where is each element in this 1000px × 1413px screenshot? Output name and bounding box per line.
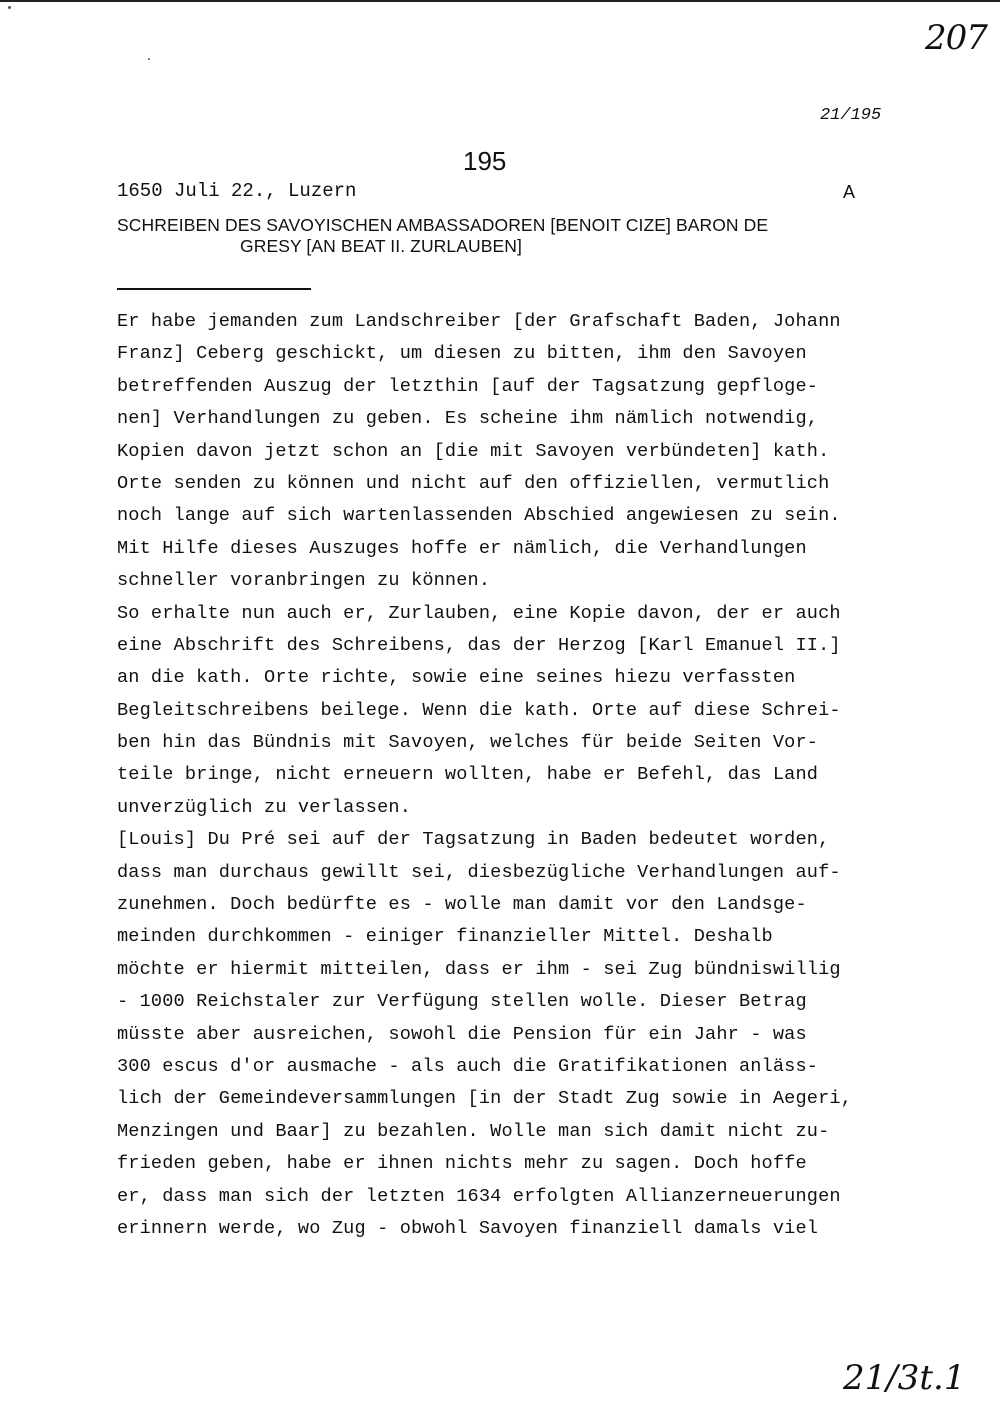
body-line: er, dass man sich der letzten 1634 erfolgten Allianzerneuerungen <box>117 1185 841 1207</box>
body-line: eine Abschrift des Schreibens, das der Herzog [Karl Emanuel II.] <box>117 634 841 656</box>
archive-reference: 21/195 <box>820 106 882 125</box>
body-line: Orte senden zu können und nicht auf den offiziellen, vermutlich <box>117 472 830 494</box>
body-line: 300 escus d'or ausmache - als auch die Gratifikationen anläss- <box>117 1055 819 1077</box>
body-line: noch lange auf sich wartenlassenden Abschied angewiesen zu sein. <box>117 505 841 527</box>
body-line: [Louis] Du Pré sei auf der Tagsatzung in Baden bedeutet worden, <box>117 829 830 851</box>
heading-rule <box>117 288 311 290</box>
body-line: möchte er hiermit mitteilen, dass er ihm - sei Zug bündniswillig <box>117 958 841 980</box>
body-line: nen] Verhandlungen zu geben. Es scheine ihm nämlich notwendig, <box>117 408 819 430</box>
date-place: 1650 Juli 22., Luzern <box>117 180 357 202</box>
body-line: Mit Hilfe dieses Auszuges hoffe er nämlich, die Verhandlungen <box>117 537 807 559</box>
body-line: schneller voranbringen zu können. <box>117 570 491 592</box>
body-line: betreffenden Auszug der letzthin [auf der Tagsatzung gepfloge- <box>117 375 819 397</box>
body-line: an die kath. Orte richte, sowie eine seines hiezu verfassten <box>117 667 796 689</box>
body-line: Er habe jemanden zum Landschreiber [der Grafschaft Baden, Johann <box>117 311 841 332</box>
body-line: lich der Gemeindeversammlungen [in der Stadt Zug sowie in Aegeri, <box>117 1088 853 1110</box>
body-line: Menzingen und Baar] zu bezahlen. Wolle man sich damit nicht zu- <box>117 1120 830 1142</box>
body-line: Franz] Ceberg geschickt, um diesen zu bitten, ihm den Savoyen <box>117 343 807 365</box>
document-heading-line-2: GRESY [AN BEAT II. ZURLAUBEN] <box>240 236 523 256</box>
document-number: 195 <box>463 146 507 176</box>
scan-speck <box>8 6 11 9</box>
scan-speck <box>148 58 150 60</box>
folio-number: 207 <box>925 18 987 58</box>
document-letter: A <box>843 182 856 202</box>
body-line: Kopien davon jetzt schon an [die mit Savoyen verbündeten] kath. <box>117 440 830 462</box>
document-heading-line-1: SCHREIBEN DES SAVOYISCHEN AMBASSADOREN [BENOIT CIZE] BARON DE <box>117 215 769 235</box>
handwritten-page-stamp: 21/3t.1 <box>843 1358 966 1398</box>
body-line: dass man durchaus gewillt sei, diesbezügliche Verhandlungen auf- <box>117 861 841 883</box>
body-line: müsste aber ausreichen, sowohl die Pension für ein Jahr - was <box>117 1023 807 1045</box>
body-line: unverzüglich zu verlassen. <box>117 796 412 818</box>
body-line: meinden durchkommen - einiger finanzieller Mittel. Deshalb <box>117 926 773 948</box>
body-line: zunehmen. Doch bedürfte es - wolle man damit vor den Landsge- <box>117 894 807 916</box>
body-line: So erhalte nun auch er, Zurlauben, eine Kopie davon, der er auch <box>117 602 841 624</box>
body-line: ben hin das Bündnis mit Savoyen, welches für beide Seiten Vor- <box>117 732 819 754</box>
body-line: frieden geben, habe er ihnen nichts mehr zu sagen. Doch hoffe <box>117 1153 807 1175</box>
body-line: teile bringe, nicht erneuern wollten, habe er Befehl, das Land <box>117 764 819 786</box>
body-text <box>117 306 917 1245</box>
body-line: - 1000 Reichstaler zur Verfügung stellen wolle. Dieser Betrag <box>117 991 807 1013</box>
body-line: Begleitschreibens beilege. Wenn die kath. Orte auf diese Schrei- <box>117 699 841 721</box>
scan-edge-line <box>0 0 1000 2</box>
body-line: erinnern werde, wo Zug - obwohl Savoyen finanziell damals viel <box>117 1217 819 1239</box>
